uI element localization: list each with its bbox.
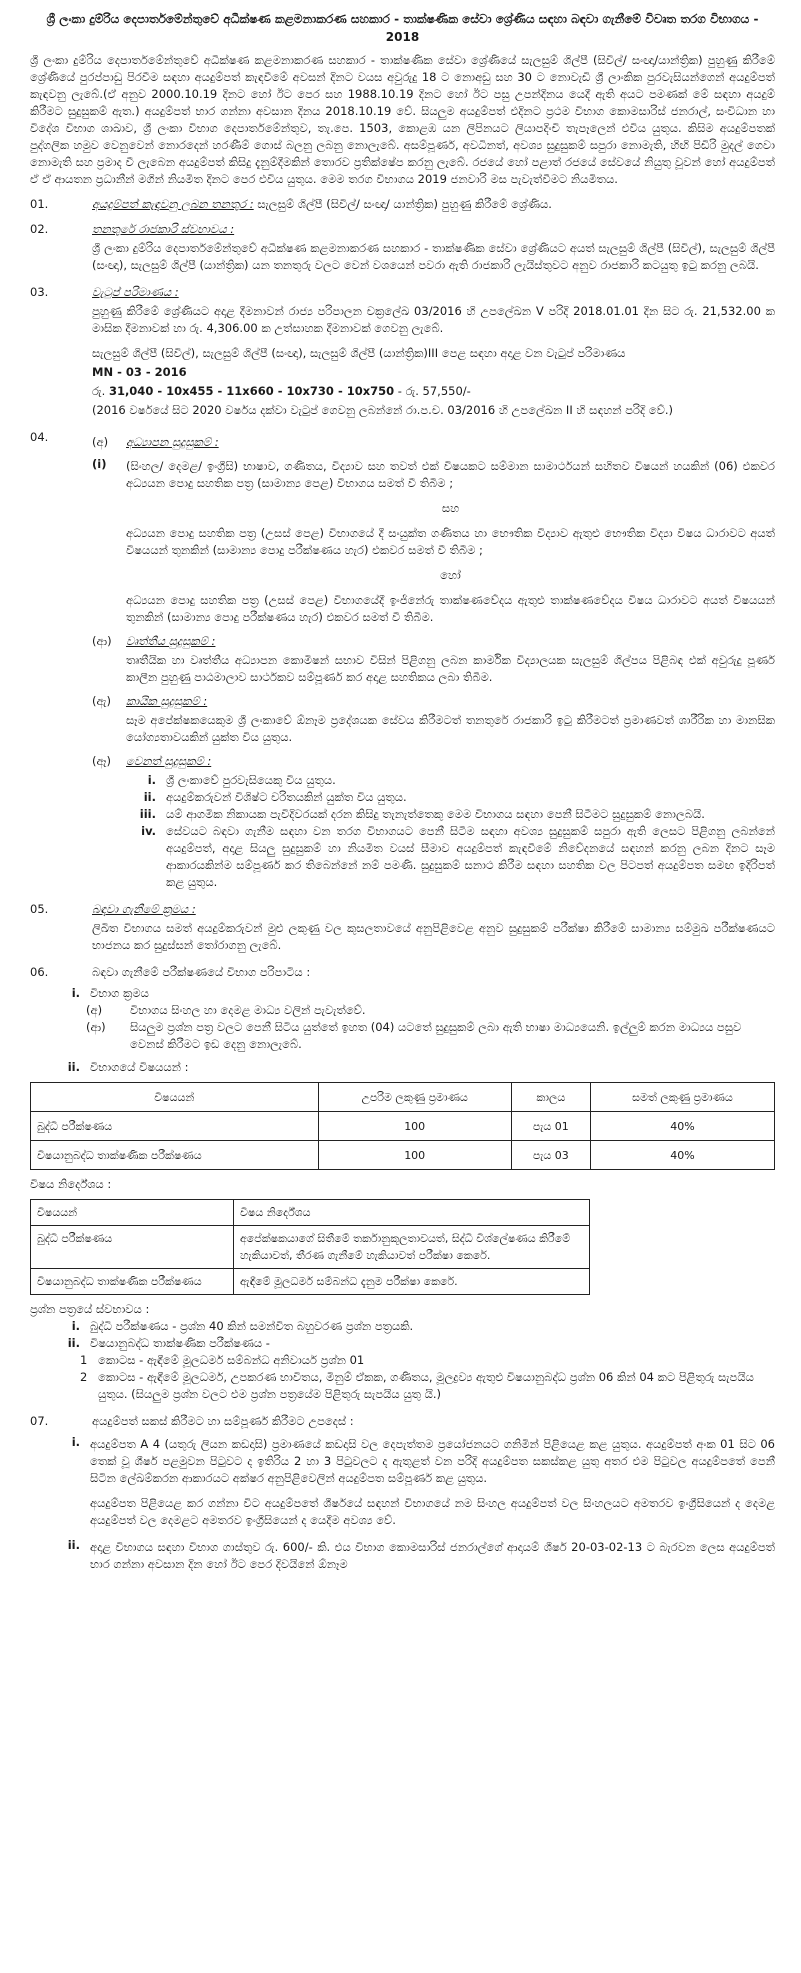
education-item-i [92,456,775,628]
salary-steps: 31,040 - 10x455 - 11x660 - 10x730 - 10x750 [108,384,395,398]
salary-scale-text: සැලසුම් ශිල්පී (සිවිල්), සැලසුම් ශිල්පී (සංඥා), සැලසුම් ශිල්පී (යාන්ත්‍රික)III පෙළ සඳහා අදාළ වන වැටුප් පරිමාණය [92,346,626,360]
salary-suffix: - රු. 57,550/- [394,384,471,398]
sub-tag: (ඈ) [92,754,111,768]
sub-text: සෑම අපේක්ෂකයෙකුම ශ්‍රී ලංකාවේ ඕනෑම ප්‍රදේශයක සේවය කිරීමටත් තනතුරේ රාජකාරි ඉටු කිරීමටත් ප්‍රමාණවත් ශාරීරික හා මානසික යෝග්‍යතාවයකින් යුක්ත විය යුතුය. [126,713,775,744]
section-heading: බඳවා ගැනීමේ ක්‍රමය : [92,902,196,916]
list-text: විෂයානුබද්ධ තාක්ෂණික පරීක්ෂණය - [90,1336,270,1350]
sub-heading: කායික සුදුසුකම් : [126,694,208,708]
table-header-row [31,1200,590,1226]
section-01 [30,196,775,213]
table-cell: විෂයානුබද්ධ තාක්ෂණික පරීක්ෂණය [31,1141,319,1170]
section-text: ලිඛිත විභාගය සමත් අයදුම්කරුවන් මුළු ලකුණු වල කුසලතාවයේ අනුපිළිවෙළ අනුව සුදුසුකම් පරීක්ෂා කිරීමේ සාමාන්‍ය සම්මුඛ පරීක්ෂණයට භාජනය කර සුදුස්සන් තෝරාගනු ලැබේ. [92,921,775,952]
table-cell: 100 [318,1112,511,1141]
list-item [50,1335,775,1352]
intro-paragraph: ශ්‍රී ලංකා දුම්රිය දෙපාර්තමේන්තුවේ අධීක්ෂණ කළමනාකරණ සහකාර - තාක්ෂණික සේවා ශ්‍රේණියේ සැලසුම් ශිල්පී (සිවිල්/ සංඥා/යාන්ත්‍රික) පුහුණු කිරීමේ ශ්‍රේණියේ පුරප්පාඩු පිරවීම සඳහා අයදුම්පත් කැඳවීමේ අවසන් දිනට වයස අවුරුදු 18 ට නොඅඩු සහ 30 ට නොවැඩි ශ්‍රී ලාංකික පුරවැසියන්ගෙන් අයදුම්පත් කැඳවනු ලැබේ.(ඒ අනුව 2000.10.19 දිනට හෝ ඊට පෙර සහ 1988.10.19 දිනට හෝ ඊට පසු උපන්දිනය යෙදී ඇති අයට පමණක් මේ සඳහා අයදුම් කිරීමට සුදුසුකම් ඇත.) අයදුම්පත් භාර ගන්නා අවසාන දිනය 2018.10.19 වේ. සියලුම අයදුම්පත් එදිනට ප්‍රථම විභාග කොමසාරිස් ජනරාල්, සංවිධාන හා විදේශ විභාග ශාඛාව, ශ්‍රී ලංකා විභාග දෙපාර්තමේන්තුව, තැ.පෙ. 1503, කොළඹ යන ලිපිනයට ලියාපදිංචි තැපෑලෙන් එවිය යුතුය. කිසිම අයදුම්පතක් පුද්ගලික හමුව වෙනුවෙන් නොරදෙන් හරණීම් ගොස් බලනු ලබනු නොලැබේ. අසම්පූර්ණ, අවධිනත්, අවශ්‍ය සුදුසුකම් සපුරා නොමැති, හිඟි පිඩිරි මුදල් ගෙවා නොමැති සහ ප්‍රමාද වී ලැබෙන අයදුම්පත් කිසිදු දැනුම්දීමකින් තොරව ප්‍රතික්ෂේප කරනු ලැබේ. රජයේ හෝ පළාත් රජයේ සේවයේ නියුතු වූවන් හෝ අයදුම්පත් ඒ ඒ ආයතන ප්‍රධානීන් මගින් නියමිත දිනට පෙර එවිය යුතුය. මෙම තරග විභාගය 2019 ජනවාරි මස පැවැත්වීමට නියමිතය. [30,53,775,186]
section-heading: තනතුරේ රාජකාරි ස්වභාවය : [92,222,235,236]
section-text: සැලසුම් ශිල්පී (සිවිල්/ සංඥා/ යාන්ත්‍රික) පුහුණු කිරීමේ ශ්‍රේණිය. [253,197,552,211]
list-text: කොටස - ඇඳීමේ මූලධර්ම සම්බන්ධ අනිවාර්ය ප්‍රශ්න 01 [98,1353,365,1367]
section-number: 06. [30,965,49,979]
salary-note: (2016 වර්ෂයේ සිට 2020 වර්ෂය දක්වා වැටුප් ගෙවනු ලබන්නේ රා.ප.ච. 03/2016 හි උපලේඛන II හි සඳහන් පරිදි වේ.) [92,403,673,417]
section-number: 04. [30,430,49,444]
column-header: සමත් ලකුණු ප්‍රමාණය [590,1083,774,1112]
column-header: උපරිම ලකුණු ප්‍රමාණය [318,1083,511,1112]
education-qualifications [92,434,775,451]
list-item [126,823,775,891]
list-text: බුද්ධි පරීක්ෂණය - ප්‍රශ්න 40 කින් සමන්විත බහුවරණ ප්‍රශ්න පත්‍රයකි. [90,1319,414,1333]
list-tag: ii. [143,790,156,804]
table-cell: 100 [318,1141,511,1170]
list-tag: i. [71,1435,80,1449]
other-qualifications-list [126,772,775,891]
list-tag: ii. [67,1060,80,1074]
sub-heading: වෙනත් සුදුසුකම් : [126,754,212,768]
list-text: කොටස - ඇඳීමේ මූලධර්ම, උපකරණ භාවිතය, මිනුම් ඒකක, ගණිතය, මූලද්‍රව්‍ය ඇතුළු විෂයානුබද්ධ ප්‍රශ්න 06 කින් 04 කට පිළිතුරු සැපයිය යුතුය. (සියලුම ප්‍රශ්න වලට එම ප්‍රශ්න පත්‍රයේම පිළිතුරු සැපයිය යුතු යි.) [98,1370,754,1401]
paper-nature-label: ප්‍රශ්න පත්‍රයේ ස්වභාවය : [30,1302,150,1316]
page-title: ශ්‍රී ලංකා දුම්රිය දෙපාර්තමේන්තුවේ අධීක්ෂණ කළමනාකරණ සහකාර - තාක්ෂණික සේවා ශ්‍රේණිය සඳහා බඳවා ගැනීමේ විවෘත තරග විභාගය - 2018 [46,12,759,44]
list-text: අයදුම්කරුවන් විශිෂ්ට චරිතයකින් යුක්ත විය යුතුය. [166,790,407,804]
section-07 [30,1413,775,1430]
list-item [50,1434,775,1531]
salary-code: MN - 03 - 2016 [92,365,187,379]
list-item [80,1352,775,1369]
section-number: 07. [30,1414,49,1428]
sub-tag: (ආ) [92,634,112,648]
list-tag: i. [71,986,80,1000]
table-row [31,1269,590,1295]
section-06 [30,964,775,981]
section-number: 01. [30,197,49,211]
or-connector: හෝ [440,568,461,582]
table-cell: ඇඳීමේ මූලධර්ම සම්බන්ධ දැනුම පරීක්ෂා කෙරේ. [234,1269,590,1295]
al-technology-requirement: අධ්‍යයන පොදු සහතික පත්‍ර (උසස් පෙළ) විභාගයේදී ඉංජිනේරු තාක්ෂණවේදය ඇතුළු තාක්ෂණවේදය විෂය ධාරාවට අයත් විෂයයන් තුනකින් (සාමාන්‍ය පොදු පරීක්ෂණය හැර) එකවර සමත් වී තිබීම. [126,593,775,624]
table-cell: බුද්ධි පරීක්ෂණය [31,1226,234,1269]
paper-nature-list [30,1318,775,1403]
list-text-extra: අයදුම්පත පිළියෙළ කර ගන්නා විට අයදුම්පතේ ශීර්ෂයේ සඳහන් විභාගයේ නම සිංහල අයදුම්පත් වල සිංහලයට අමතරව ඉංග්‍රීසියෙන් ද දෙමළ අයදුම්පත් වල දෙමළට අමතරව ඉංග්‍රීසියෙන් ද යෙදීම අවශ්‍ය වේ. [90,1496,775,1527]
exam-subjects-heading: විභාගයේ විෂයයන් : [90,1060,189,1074]
list-tag: i. [71,1319,80,1333]
allowance-text: පුහුණු කිරීමේ ශ්‍රේණියට අදාළ දීමනාවන් රාජ්‍ය පරිපාලන චක්‍රලේඛ 03/2016 හි උපලේඛන V පරිදි 2018.01.01 දින සිට රු. 21,532.00 ක මාසික දීමනාවක් හා රු. 4,306.00 ක උත්සාහක දීමනාවක් ගෙවනු ලැබේ. [92,304,775,335]
table-cell: පැය 01 [511,1112,590,1141]
list-tag: i. [147,773,156,787]
table-row [31,1226,590,1269]
sub-tag: (i) [92,457,107,471]
and-connector: සහ [441,501,460,515]
list-tag: ii. [67,1336,80,1350]
section-05 [30,901,775,956]
column-header: කාලය [511,1083,590,1112]
table-row [31,1141,775,1170]
list-item [50,1537,775,1575]
column-header: විෂය නිර්දේශය [234,1200,590,1226]
application-instructions [30,1434,775,1575]
exam-method [50,985,775,1002]
sub-heading: වෘත්තීය සුදුසුකම් : [126,634,216,648]
sub-heading: අධ්‍යාපන සුදුසුකම් : [126,435,219,449]
table-cell: විෂයානුබද්ධ තාක්ෂණික පරීක්ෂණය [31,1269,234,1295]
table-row [31,1112,775,1141]
section-heading: බඳවා ගැනීමේ පරීක්ෂණයේ විභාග පරිපාටිය : [92,965,311,979]
table-cell: 40% [590,1112,774,1141]
list-text: අයදුම්පත A 4 (යතුරු ලියන කඩදාසි) ප්‍රමාණයේ කඩදාසි වල දෙපැත්තම ප්‍රයෝජනයට ගනිමින් පිළියෙළ කළ යුතුය. අයදුම්පත් අංක 01 සිට 06 තෙක් වූ ශීර්ෂ පළමුවන පිටුවට ද ඉතිරිය 2 හා 3 පිටුවලට ද ඇතුළත් වන පරිදි අයදුම්පත සකස්කළ යුතු අතර එම පිටුවල අයදුම්පතේ පෙනී සිටින ලේඛම්කරන ආකාරයට අක්ෂර අනුපිළිවෙලින් අයදුම්පත සම්පූර්ණ කළ යුතුය. [90,1437,775,1485]
exam-method-heading: විභාග ක්‍රමය [90,986,149,1000]
exam-procedure [30,985,775,1076]
table-cell: බුද්ධි පරීක්ෂණය [31,1112,319,1141]
list-item [126,789,775,806]
syllabus-label: විෂය නිර්දේශය : [30,1177,112,1191]
list-text: විභාගය සිංහල හා දෙමළ මාධ්‍ය වලින් පැවැත්වේ. [130,1003,366,1017]
syllabus-table [30,1199,590,1295]
section-heading: අයදුම්පත් සකස් කිරීමට හා සම්පූර්ණ කිරීමට උපදෙස් : [92,1414,354,1428]
list-tag: (ආ) [86,1020,106,1034]
table-cell: 40% [590,1141,774,1170]
section-03 [30,284,775,421]
table-cell: අපේක්ෂකයාගේ සිතීමේ තර්කානුකූලතාවයත්, සිද්ධි විශ්ලේෂණය කිරීමේ හැකියාවත්, තීරණ ගැනීමේ හැකියාවත් පරීක්ෂා කෙරේ. [234,1226,590,1269]
list-text: ශ්‍රී ලංකාවේ පුරවැසියෙකු විය යුතුය. [166,773,336,787]
section-heading: වැටුප් පරිමාණය : [92,285,179,299]
column-header: විෂයයන් [31,1083,319,1112]
professional-qualifications [92,633,775,688]
list-tag: iii. [139,807,156,821]
list-item [80,1369,775,1403]
section-02 [30,221,775,276]
section-number: 02. [30,222,49,236]
section-heading: අයදුම්පත් කැඳවනු ලබන තනතුර : [92,197,254,211]
ol-requirement: (සිංහල/ දෙමළ/ ඉංග්‍රීසි) භාෂාව, ගණිතය, විද්‍යාව සහ තවත් එක් විෂයකට සම්මාන සාමාර්ථයන් සහිතව විෂයන් හයකින් (06) එකවර අධ්‍යයන පොදු සහතික පත්‍ර (සාමාන්‍ය පෙළ) විභාගය සමත් වී තිබීම ; [126,459,775,490]
sub-tag: (ඇ) [92,694,111,708]
exam-subjects-table [30,1082,775,1170]
list-text: සේවයට බඳවා ගැනීම සඳහා වන තරග විභාගයට පෙනී සිටීම සඳහා අවශ්‍ය සුදුසුකම් සපුරා ඇති ලෙසට පිළිගනු ලබන්නේ අයදුම්පත්, අදාළ සියලු සුදුසුකම් හා නියමිත වයස් සීමාව අයදුම්පත් කැඳවීමේ නිවේදනයේ සඳහන් කරනු ලබන දිනට සෑම ආකාරයකින්ම සම්පූර්ණ කර තිබෙන්නේ නම් පමණි. සුදුසුකම් සනාථ කිරීම සඳහා සහතික වල පිටපත් අයදුම්පත සමඟ ඉදිරිපත් කළ යුතුය. [166,824,775,889]
sub-text: තෘතීයික හා වෘත්තීය අධ්‍යාපන කොමිෂන් සභාව විසින් පිළිගනු ලබන කාර්මික විද්‍යාලයක සැලසුම් ශිල්පය පිළිබඳ එක් අවුරුදු පූර්ණ කාලීන පුහුණු පාඨමාලාව සාර්ථකව සම්පූර්ණ කර අදාළ සහතිකය ලබා තිබීම. [126,653,775,684]
list-item [126,806,775,823]
salary-prefix: රු. [92,384,109,398]
exam-method-b [86,1019,775,1053]
list-tag: 1 [80,1353,88,1367]
table-header-row [31,1083,775,1112]
section-text: ශ්‍රී ලංකා දුම්රිය දෙපාර්තමේන්තුවේ අධීක්ෂණ කළමනාකරණ සහකාර - තාක්ෂණික සේවා ශ්‍රේණියට අයත් සැලසුම් ශිල්පී (සිවිල්), සැලසුම් ශිල්පී (සංඥා), සැලසුම් ශිල්පී (යාන්ත්‍රික) යන තනතුරු වලට වෙන් වශයෙන් පවරා ඇති රාජකාරි ලැයිස්තුවට අනුව රාජකාරි කටයුතු ඉටු කරනු ලබයි. [92,241,775,272]
section-number: 03. [30,285,49,299]
sub-tag: (අ) [92,435,109,449]
list-text: සියලුම ප්‍රශ්න පත්‍ර වලට පෙනී සිටිය යුත්තේ ඉහත (04) යටතේ සුදුසුකම් ලබා ඇති භාෂා මාධ්‍යයෙනි. ඉල්ලුම් කරන මාධ්‍යය පසුව වෙනස් කිරීමට ඉඩ දෙනු නොලැබේ. [130,1020,742,1051]
list-text: අදාළ විභාගය සඳහා විභාග ගාස්තුව රු. 600/- කි. එය විභාග කොමසාරිස් ජනරාල්ගේ ආදායම් ශීර්ෂ 20-03-02-13 ට බැරවන ලෙස අයදුම්පත් භාර ගන්නා අවසාන දින හෝ ඊට පෙර දිවයිනේ ඕනෑම [90,1540,775,1571]
list-tag: iv. [141,824,156,838]
list-item [126,772,775,789]
salary-scale [92,383,775,400]
list-tag: ii. [67,1538,80,1552]
table-cell: පැය 03 [511,1141,590,1170]
list-item [50,1318,775,1335]
exam-subjects [50,1059,775,1076]
section-04 [30,429,775,893]
list-tag: (අ) [86,1003,103,1017]
al-science-requirement: අධ්‍යයන පොදු සහතික පත්‍ර (උසස් පෙළ) විභාගයේ දී සංයුක්ත ගණිතය හා භෞතික විද්‍යාව ඇතුළු භෞතික විද්‍යා විෂය ධාරාවට අයත් විෂයයන් තුනකින් (සාමාන්‍ය පොදු පරීක්ෂණය හැර) එකවර සමත් වී තිබීම ; [126,526,775,557]
column-header: විෂයයන් [31,1200,234,1226]
physical-qualifications [92,693,775,748]
exam-method-a [86,1002,775,1019]
section-number: 05. [30,902,49,916]
other-qualifications [92,753,775,893]
list-tag: 2 [80,1370,88,1384]
list-text: යම් ආගමික නිකායක පැවිදිවරයක් දරන කිසිදු තැනැත්තෙකු මෙම විභාගය සඳහා පෙනී සිටීමට සුදුසුකම් නොලබයි. [166,807,705,821]
